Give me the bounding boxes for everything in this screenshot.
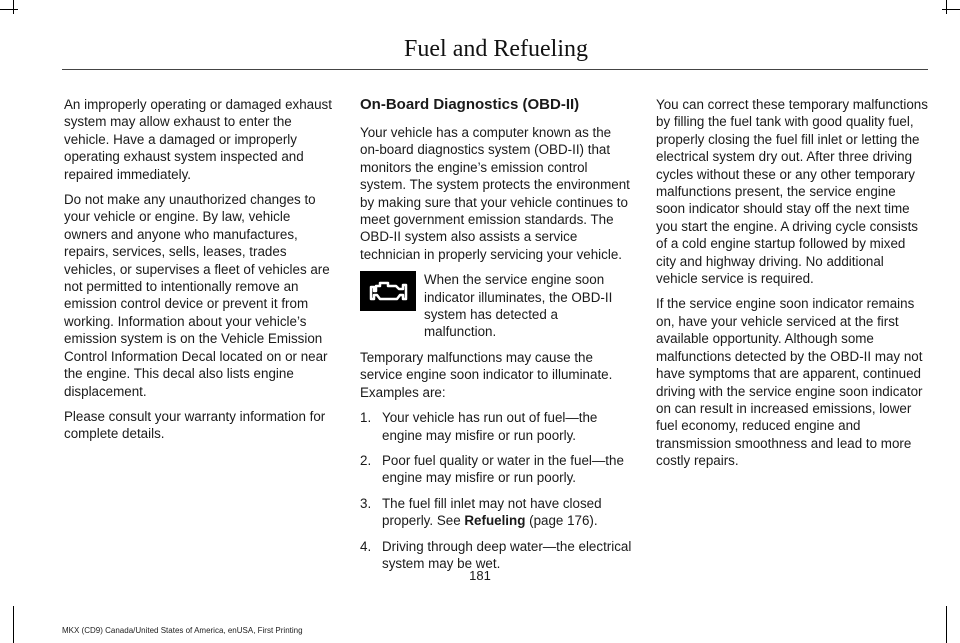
paragraph: Do not make any unauthorized changes to your vehicle or engine. By law, vehicle owners and anyone who manufactures, repairs, services, sells, leases, trades vehicles, or supervises a fleet of vehicles are not permitted to intentionally remove an emission control device or prevent it from working. Information about your vehicle’s emission system is on the Vehicle Emission Control Information Decal located on or near the engine. This decal also lists engine displacement. [64, 192, 330, 399]
paragraph: When the service engine soon indicator illuminates, the OBD-II system has detected a malfunction. [424, 272, 613, 340]
page-title: Fuel and Refueling [404, 36, 588, 62]
page-number: 181 [469, 568, 491, 583]
crop-mark [0, 9, 18, 10]
column-middle [360, 96, 632, 580]
crop-mark [13, 606, 14, 643]
paragraph: Please consult your warranty information for complete details. [64, 408, 326, 442]
crop-mark [946, 0, 947, 14]
examples-list [360, 409, 632, 572]
list-item: 4. Driving through deep water—the electrical system may be wet. [360, 538, 632, 571]
paragraph: Your vehicle has a computer known as the on-board diagnostics system (OBD-II) that monitors the engine’s emission control system. The system protects the environment by making sure that your vehicle continues to meet government emission standards. The OBD-II system also assists a service technician in properly servicing your vehicle. [360, 125, 630, 262]
paragraph: If the service engine soon indicator remains on, have your vehicle serviced at the first available opportunity. Although some malfunctions detected by the OBD-II may not have symptoms that are apparent, continued driving with the service engine soon indicator on can result in increased emissions, lower fuel economy, reduced engine and transmission smoothness and lead to more costly repairs. [656, 296, 923, 469]
list-item: 3. The fuel fill inlet may not have closed properly. See Refueling (page 176). [360, 495, 602, 529]
section-heading: On-Board Diagnostics (OBD-II) [360, 96, 580, 113]
column-right [656, 96, 928, 478]
column-left [64, 96, 336, 451]
list-item: 1. Your vehicle has run out of fuel—the engine may misfire or run poorly. [360, 410, 598, 443]
indicator-paragraph [360, 271, 632, 341]
paragraph: You can correct these temporary malfunctions by filling the fuel tank with good quality fuel, properly closing the fuel fill inlet or letting the electrical system dry out. After three driving cycles without these or any other temporary malfunctions present, the service engine soon indicator should stay off the next time you start the engine. A driving cycle consists of a cold engine startup followed by mixed city and highway driving. No additional vehicle service is required. [656, 97, 928, 287]
refueling-link[interactable]: Refueling [464, 513, 526, 529]
paragraph: Temporary malfunctions may cause the service engine soon indicator to illuminate. Examples are: [360, 349, 613, 400]
paragraph: An improperly operating or damaged exhaust system may allow exhaust to enter the vehicle. Have a damaged or improperly operating exhaust system inspected and repaired immediately. [64, 97, 332, 182]
engine-warning-icon [360, 271, 416, 311]
header-divider [62, 69, 928, 70]
list-item: 2. Poor fuel quality or water in the fuel—the engine may misfire or run poorly. [360, 452, 624, 486]
printing-info: MKX (CD9) Canada/United States of America, enUSA, First Printing [62, 626, 303, 635]
crop-mark [13, 0, 14, 14]
crop-mark [946, 606, 947, 643]
crop-mark [942, 9, 960, 10]
